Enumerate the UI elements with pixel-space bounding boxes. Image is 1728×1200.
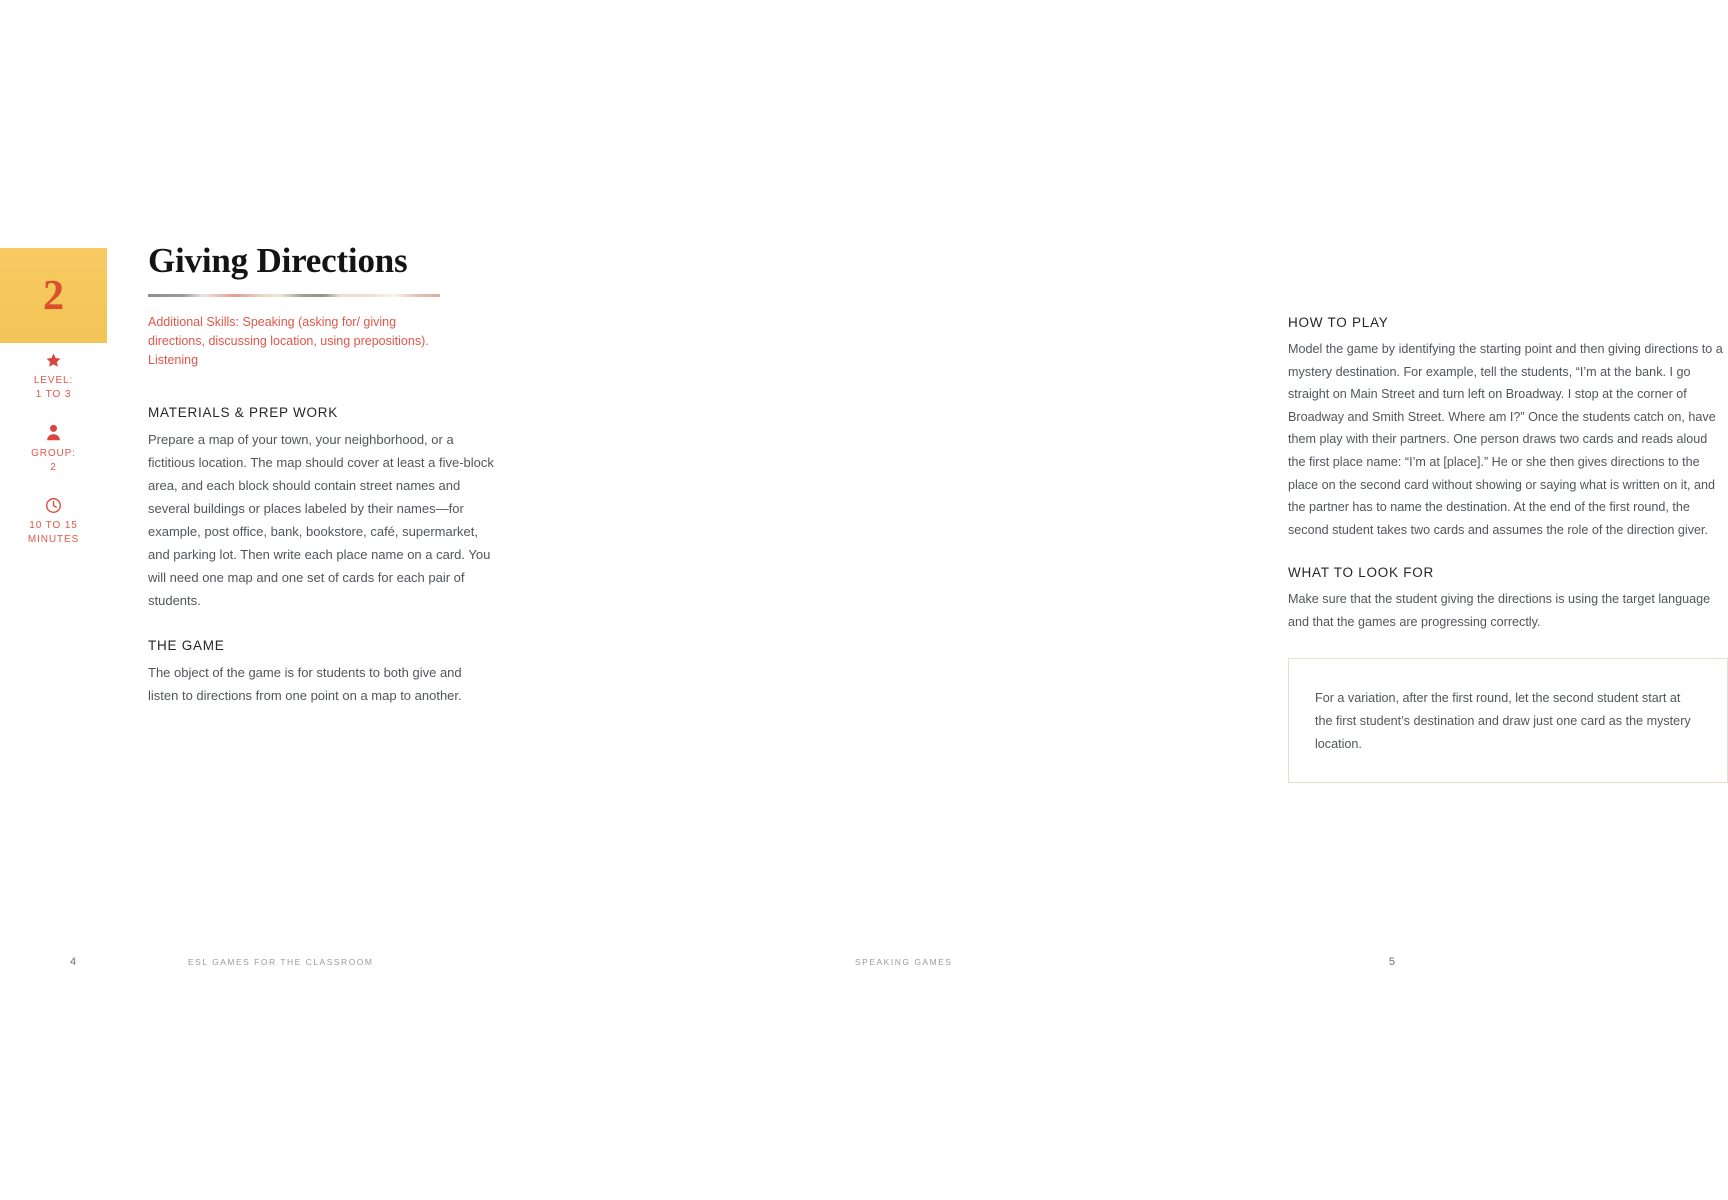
- right-page-footer: [855, 956, 1395, 972]
- clock-icon: [0, 497, 107, 514]
- meta-label-group: GROUP:: [31, 448, 76, 459]
- star-icon: [0, 352, 107, 369]
- meta-value-level: 1 TO 3: [35, 389, 72, 400]
- right-page: [600, 0, 1723, 1200]
- meta-value-group: 2: [50, 462, 57, 473]
- page-number: 5: [1388, 956, 1395, 968]
- section-body: Prepare a map of your town, your neighborhood, or a fictitious location. The map should cover at least a five-block area, and each block should contain street names and several buildings or places labeled by their names—for example, post office, bank, bookstore, café, supermarket, and parking lot. Then write each place name on a card. You will need one map and one set of cards for each pair of students.: [148, 432, 494, 608]
- variation-callout-box: [1288, 658, 1728, 783]
- title-zone: [148, 240, 448, 383]
- section-heading: WHAT TO LOOK FOR: [1288, 565, 1435, 581]
- meta-rail: [0, 352, 107, 569]
- right-column-body: [1288, 315, 1728, 783]
- section-how-to-play: [1288, 315, 1728, 541]
- left-column-body: [148, 405, 494, 733]
- section-heading: HOW TO PLAY: [1288, 315, 1389, 330]
- section-heading: MATERIALS & PREP WORK: [148, 405, 339, 420]
- additional-skills-text: Additional Skills: Speaking (asking for/ giving directions, discussing location, using prepositions). Listening: [148, 315, 429, 367]
- running-title: SPEAKING GAMES: [855, 957, 953, 967]
- chapter-number: 2: [43, 272, 64, 319]
- section-body: Make sure that the student giving the directions is using the target language and that the games are progressing correctly.: [1288, 592, 1711, 629]
- meta-item-level: [0, 352, 107, 402]
- meta-item-time: [0, 497, 107, 547]
- meta-label-level: LEVEL:: [33, 375, 74, 386]
- section-materials-prep: [148, 405, 494, 612]
- chapter-tab: [0, 248, 107, 343]
- left-page: [0, 0, 600, 1200]
- left-page-footer: [70, 956, 530, 972]
- section-the-game: [148, 638, 494, 707]
- title-rule-divider: [148, 294, 440, 297]
- section-heading: THE GAME: [148, 638, 225, 653]
- section-body: The object of the game is for students to both give and listen to directions from one point on a map to another.: [148, 665, 462, 703]
- meta-value-time: MINUTES: [27, 534, 80, 545]
- meta-label-time: 10 TO 15: [29, 520, 78, 531]
- page-title: Giving Directions: [148, 241, 408, 280]
- meta-item-group: [0, 424, 107, 475]
- page-number: 4: [70, 956, 77, 968]
- running-title: ESL GAMES FOR THE CLASSROOM: [188, 957, 374, 967]
- section-what-to-look-for: [1288, 565, 1728, 633]
- variation-callout-text: For a variation, after the first round, let the second student start at the first student’s destination and draw just one card as the mystery location.: [1315, 690, 1691, 751]
- section-body: Model the game by identifying the starting point and then giving directions to a mystery destination. For example, tell the students, “I’m at the bank. I go straight on Main Street and turn left on Broadway. I stop at the corner of Broadway and Smith Street. Where am I?” Once the students catch on, have them play with their partners. One person draws two cards and reads aloud the first place name: “I’m at [place].” He or she then gives directions to the place on the second card without showing or saying what is written on it, and the partner has to name the destination. At the end of the first round, the second student takes two cards and assumes the role of the direction giver.: [1288, 342, 1723, 537]
- person-icon: [0, 424, 107, 442]
